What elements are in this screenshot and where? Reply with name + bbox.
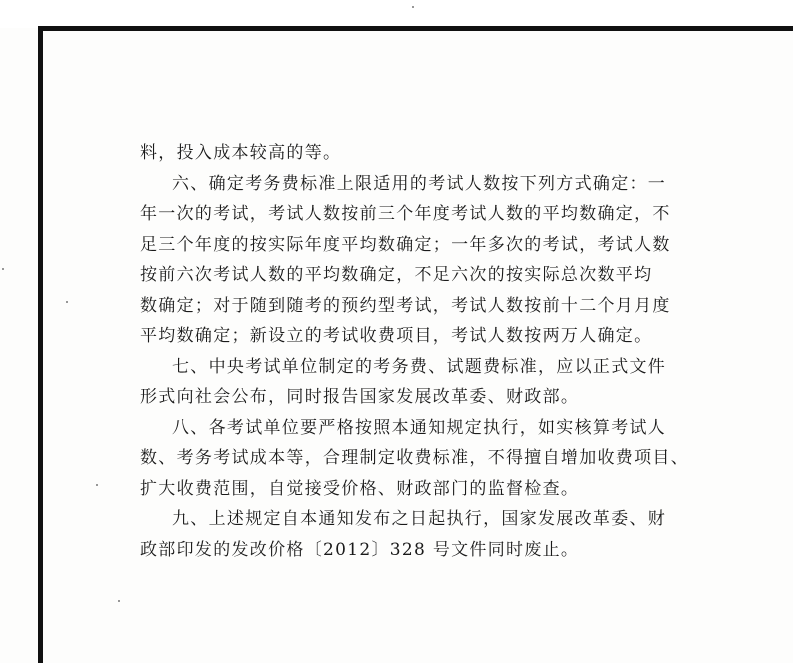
text-line: 年一次的考试，考试人数按前三个年度考试人数的平均数确定，不	[140, 204, 671, 224]
paragraph-six-line: 六、确定考务费标准上限适用的考试人数按下列方式确定：一	[172, 173, 667, 194]
scan-speck	[118, 600, 120, 602]
text-line: 扩大收费范围，自觉接受价格、财政部门的监督检查。	[140, 478, 580, 499]
document-body	[140, 138, 700, 565]
text-line: 足三个年度的按实际年度平均数确定；一年多次的考试，考试人数	[140, 234, 671, 255]
scan-speck	[96, 484, 98, 486]
text-line: 政部印发的发改价格〔2012〕328 号文件同时废止。	[140, 539, 580, 560]
paragraph-nine-line: 九、上述规定自本通知发布之日起执行，国家发展改革委、财	[172, 509, 667, 529]
scan-top-margin	[0, 0, 793, 28]
scan-speck	[412, 6, 414, 8]
scan-speck	[2, 268, 4, 270]
paragraph-eight-line: 八、各考试单位要严格按照本通知规定执行，如实核算考试人	[172, 417, 667, 438]
page-border-left	[38, 26, 43, 663]
text-line: 数确定；对于随到随考的预约型考试，考试人数按前十二个月月度	[140, 295, 671, 316]
text-line: 形式向社会公布，同时报告国家发展改革委、财政部。	[140, 387, 580, 407]
text-line: 料，投入成本较高的等。	[140, 143, 342, 163]
paragraph-seven-line: 七、中央考试单位制定的考务费、试题费标准，应以正式文件	[172, 356, 667, 377]
text-line: 按前六次考试人数的平均数确定，不足六次的按实际总次数平均	[140, 265, 653, 285]
scan-speck	[66, 301, 68, 303]
page-border-top	[38, 26, 793, 31]
text-line: 数、考务考试成本等，合理制定收费标准，不得擅自增加收费项目、	[140, 448, 689, 468]
text-line: 平均数确定；新设立的考试收费项目，考试人数按两万人确定。	[140, 326, 653, 346]
